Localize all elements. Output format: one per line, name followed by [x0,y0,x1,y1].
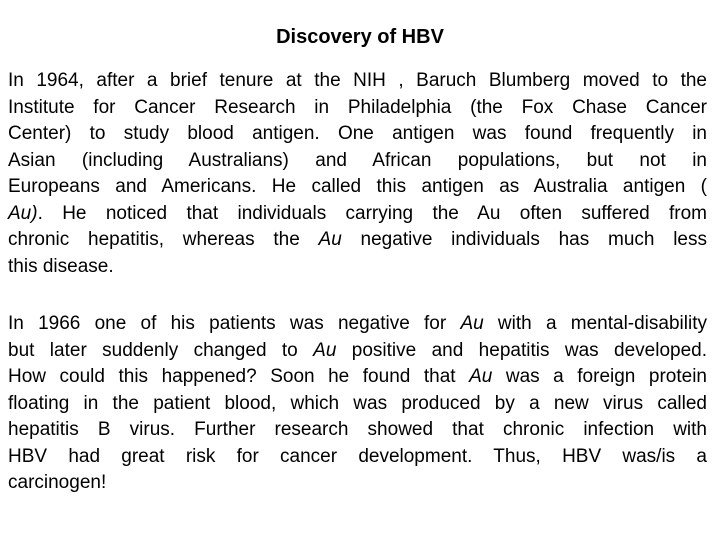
paragraph-2-line [8,444,707,471]
text-run: Europeans and Americans. He called this antigen as Australia antigen ( [8,176,707,197]
text-run: carcinogen! [8,472,107,493]
text-run: hepatitis B virus. Further research showed that chronic infection with [8,419,707,440]
text-run: In 1964, after a brief tenure at the NIH , Baruch Blumberg moved to the [8,70,707,91]
paragraph-2-line [8,470,707,497]
paragraph-1-line [8,201,707,228]
text-run: chronic hepatitis, whereas the [8,229,319,250]
paragraph-1-line [8,148,707,175]
text-run: Center) to study blood antigen. One antigen was found frequently in [8,123,707,144]
text-run: HBV had great risk for cancer development. Thus, HBV was/is a [8,445,707,467]
paragraph-1 [8,68,707,280]
italic-term: Au [318,229,342,250]
paragraph-1-line [8,95,707,122]
text-run: Asian (including Australians) and African populations, but not in [8,149,707,171]
paragraph-2-line [8,311,707,338]
paragraph-2-line [8,417,707,444]
text-run: . He noticed that individuals carrying the Au often suffered from [37,202,707,224]
italic-term: Au [313,339,337,361]
text-run: negative individuals has much less [341,229,707,250]
paragraph-1-line [8,121,707,148]
paragraph-1-line [8,174,707,201]
italic-term: Au [460,313,484,334]
text-run: In 1966 one of his patients was negative for [8,313,461,334]
paragraph-2 [8,311,707,497]
paragraph-1-line [8,227,707,254]
paragraph-2-line [8,391,707,418]
text-run: floating in the patient blood, which was produced by a new virus called [8,392,707,414]
text-run: was a foreign protein [492,366,707,387]
text-run: this disease. [8,255,114,277]
text-run: Institute for Cancer Research in Philadelphia (the Fox Chase Cancer [8,96,707,118]
paragraph-1-line [8,68,707,95]
text-run: How could this happened? Soon he found that [8,366,470,387]
paragraph-1-line [8,254,707,281]
slide-title: Discovery of HBV [276,26,444,48]
italic-term: Au) [8,202,38,224]
text-run: with a mental-disability [483,313,707,334]
italic-term: Au [469,366,493,387]
text-run: positive and hepatitis was developed. [336,339,707,361]
text-run: but later suddenly changed to [8,339,314,361]
paragraph-2-line [8,338,707,365]
paragraph-2-line [8,364,707,391]
